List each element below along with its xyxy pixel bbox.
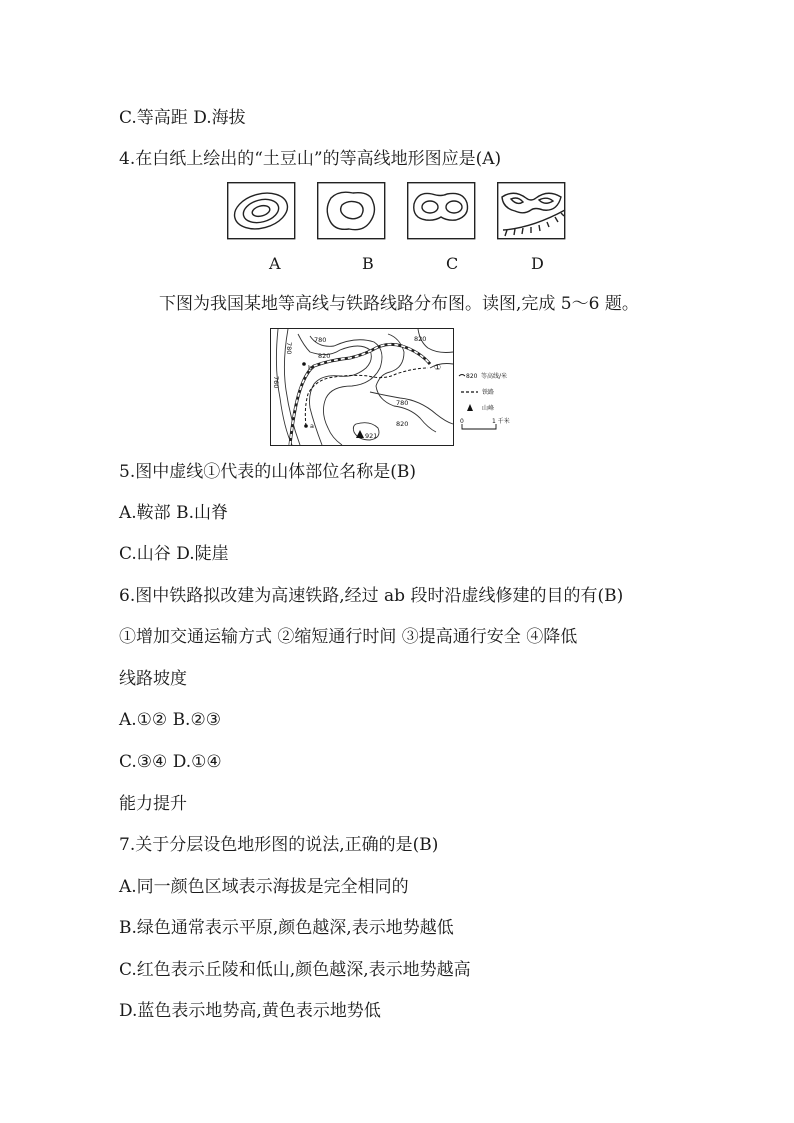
q7-option-d: D.蓝色表示地势高,黄色表示地势低 (119, 1001, 381, 1021)
q4-contour-figures (227, 182, 567, 240)
contour-label-780-top: 780 (314, 336, 327, 344)
map-intro: 下图为我国某地等高线与铁路线路分布图。读图,完成 5～6 题。 (159, 294, 639, 314)
q4-option-label-c: C (446, 254, 459, 273)
contour-label-820-left: 820 (318, 352, 331, 360)
q4-figure-a (228, 183, 295, 239)
q4-figure-b (318, 183, 385, 239)
q5-options-ab: A.鞍部 B.山脊 (119, 503, 228, 523)
q4-option-label-a: A (269, 254, 281, 273)
q7-option-a: A.同一颜色区域表示海拔是完全相同的 (119, 877, 409, 897)
contour-lines (276, 329, 453, 445)
contour-label-820-bottom: 820 (396, 420, 409, 428)
q7-stem: 7.关于分层设色地形图的说法,正确的是(B) (119, 835, 439, 855)
point-b-marker (302, 362, 306, 366)
point-a-marker (304, 424, 308, 428)
q6-options-ab: A.①② B.②③ (119, 710, 221, 730)
q3-options-cd: C.等高距 D.海拔 (119, 108, 246, 128)
legend-contour-value: 820 (466, 373, 478, 380)
q5-options-cd: C.山谷 D.陡崖 (119, 544, 229, 564)
point-a-label: a (310, 422, 314, 430)
peak-icon (356, 430, 364, 438)
q5-stem: 5.图中虚线①代表的山体部位名称是(B) (119, 462, 416, 482)
q7-option-c: C.红色表示丘陵和低山,颜色越深,表示地势越高 (119, 960, 471, 980)
contour-label-780-vertical: 780 (285, 342, 293, 355)
scale-bar (462, 424, 496, 429)
scale-zero: 0 (460, 418, 464, 425)
section-title: 能力提升 (119, 794, 187, 814)
point-b-label: b (308, 364, 313, 372)
contour-railway-map (270, 328, 520, 446)
legend-railway-label: 铁路 (482, 389, 495, 396)
contour-label-760: 760 (272, 376, 280, 389)
contour-label-780-right: 780 (396, 399, 409, 407)
q6-statements: ①增加交通运输方式 ②缩短通行时间 ③提高通行安全 ④降低 (119, 627, 578, 647)
legend-peak-label: 山峰 (482, 405, 495, 412)
q6-options-cd: C.③④ D.①④ (119, 752, 222, 772)
q4-figure-c (408, 183, 475, 239)
q4-option-label-d: D (531, 254, 544, 273)
q4-figure-d (498, 183, 565, 239)
contour-label-820-topright: 820 (414, 335, 427, 343)
legend-peak-icon (467, 404, 473, 411)
dashed-line-marker: ① (434, 363, 442, 372)
peak-label: 921 (365, 432, 378, 440)
legend-contour-line (459, 375, 465, 377)
q7-option-b: B.绿色通常表示平原,颜色越深,表示地势越低 (119, 918, 454, 938)
q4-option-label-b: B (362, 254, 374, 273)
q4-stem: 4.在白纸上绘出的“土豆山”的等高线地形图应是(A) (119, 149, 502, 169)
q6-stem: 6.图中铁路拟改建为高速铁路,经过 ab 段时沿虚线修建的目的有(B) (119, 586, 624, 606)
scale-distance: 1 千米 (492, 418, 510, 425)
map-legend (459, 372, 510, 429)
legend-contour-label: 等高线/米 (481, 373, 508, 380)
q6-statements-cont: 线路坡度 (119, 669, 187, 689)
